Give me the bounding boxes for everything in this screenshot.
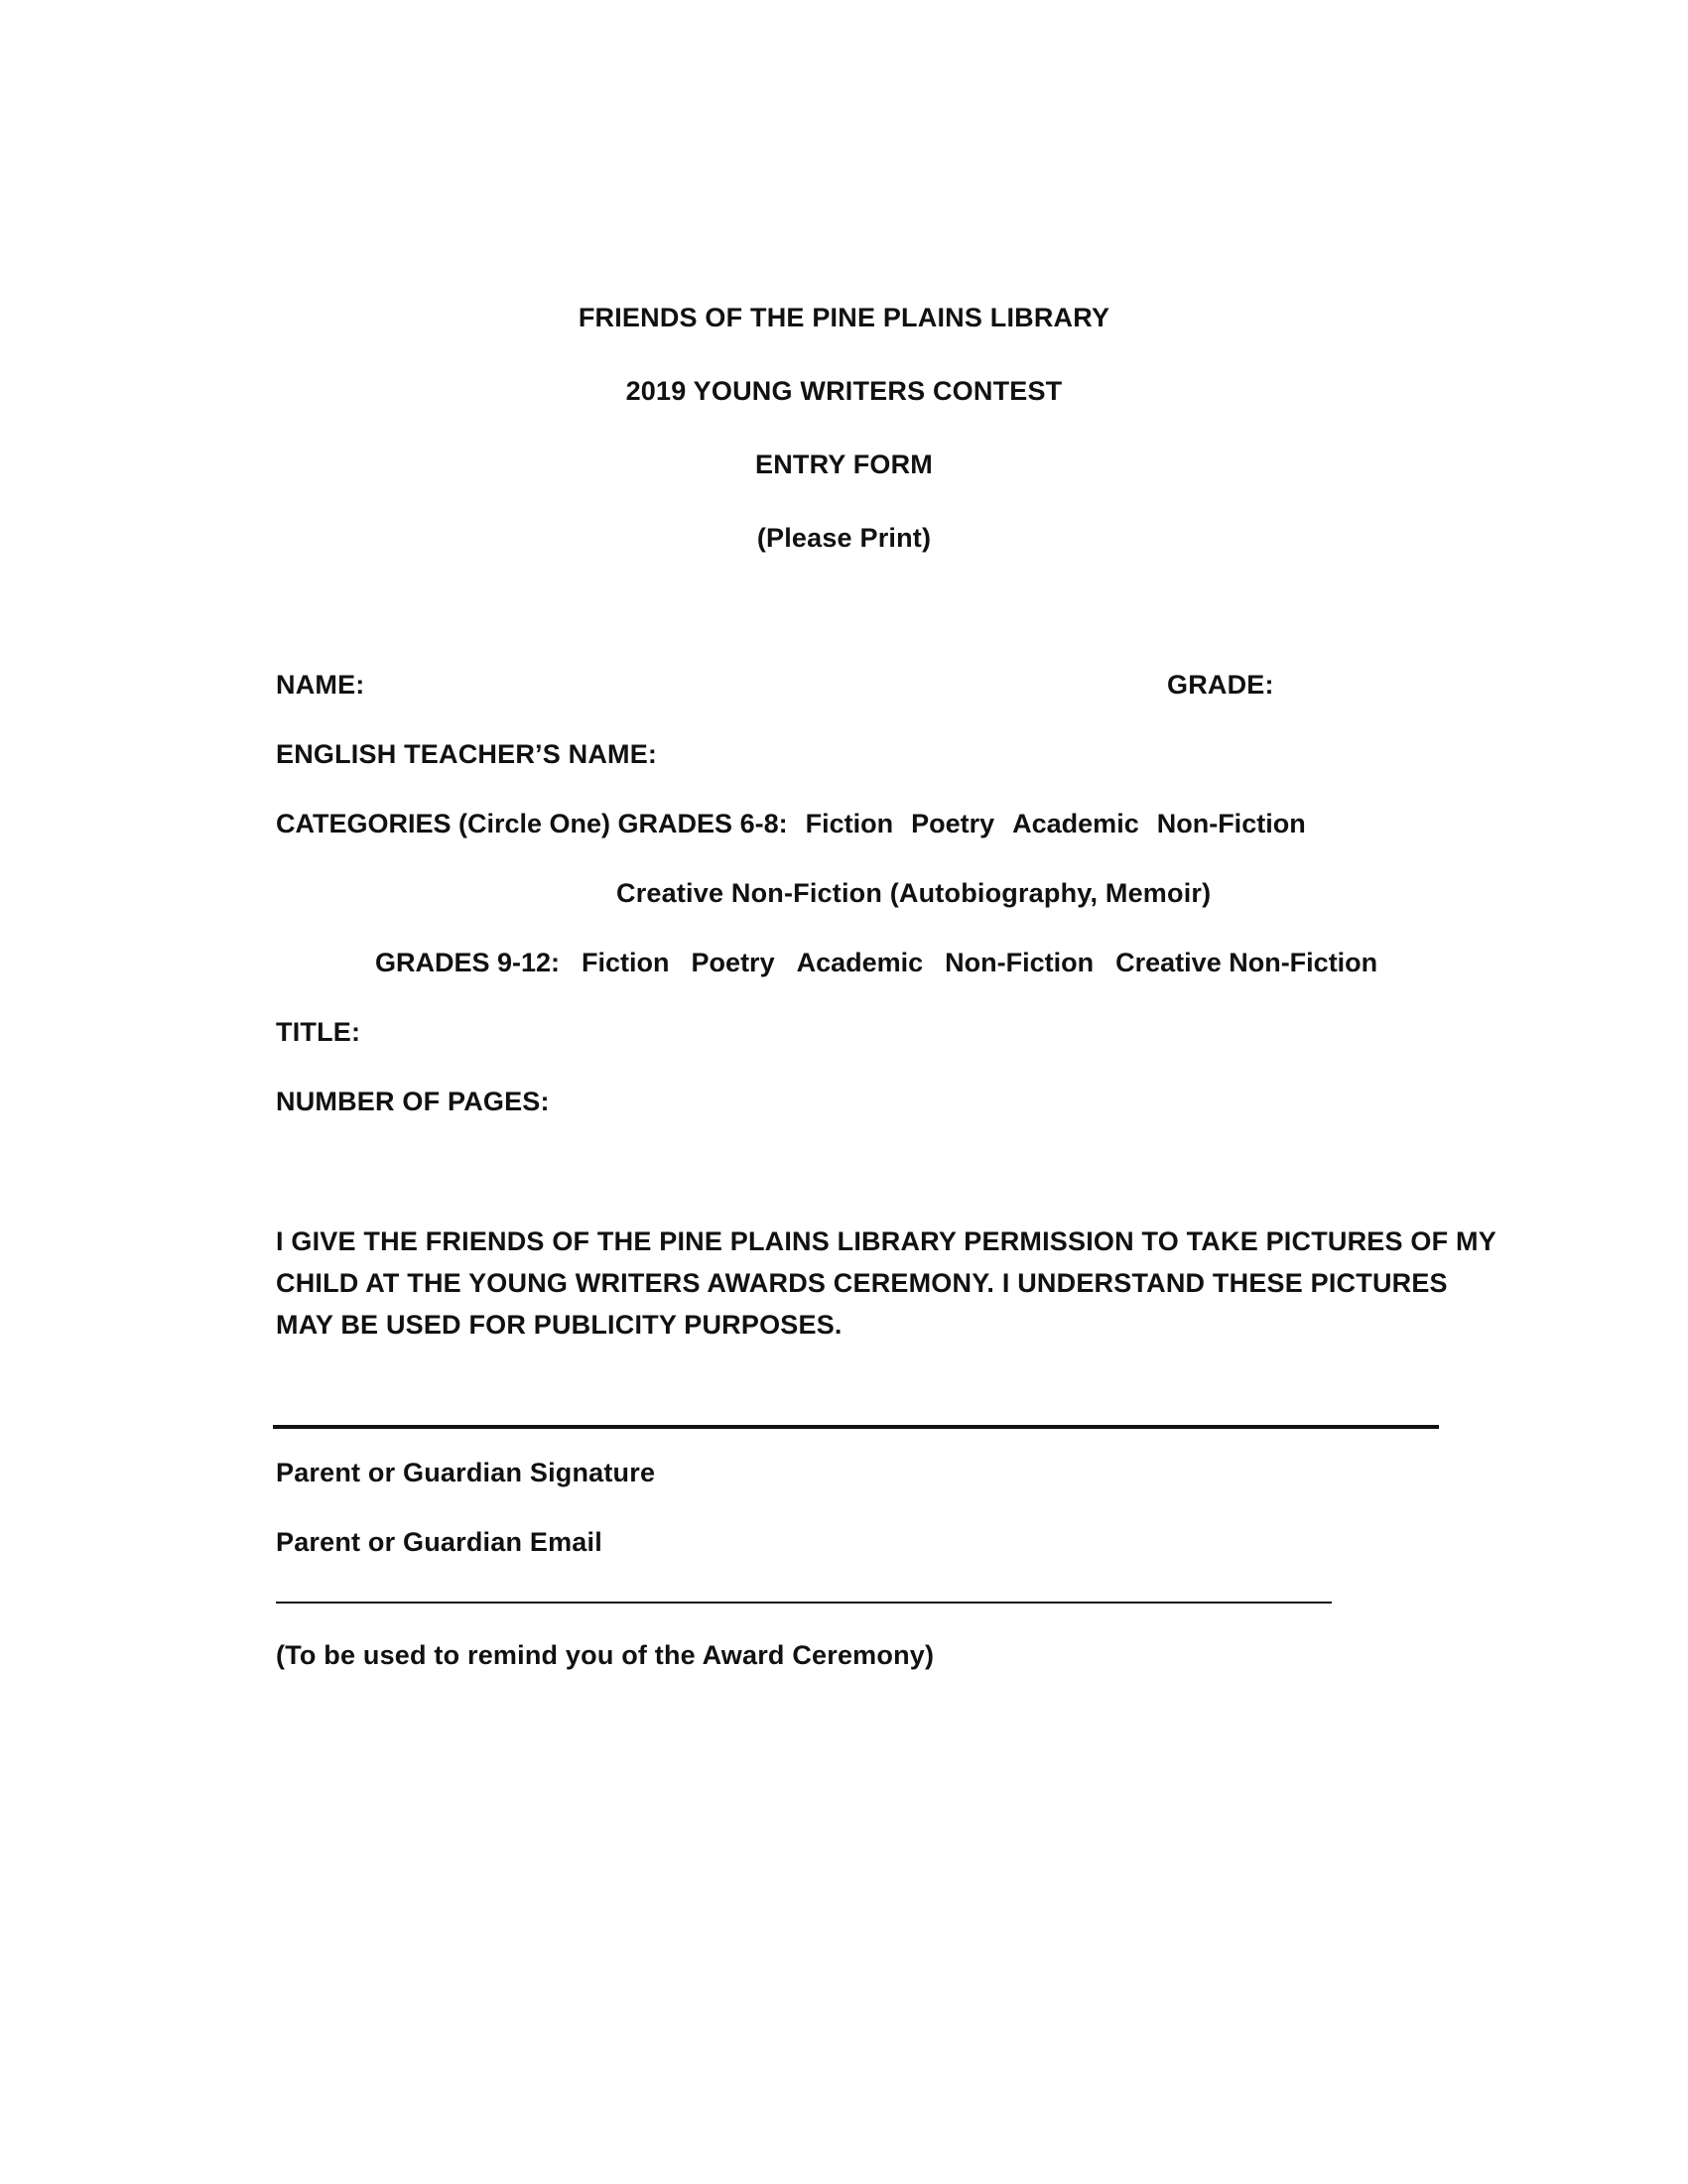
categories-row-9-12 xyxy=(375,946,1377,979)
name-label: NAME: xyxy=(276,670,365,700)
teacher-name-label: ENGLISH TEACHER’S NAME: xyxy=(276,739,658,769)
email-line xyxy=(276,1602,1332,1604)
category-option-academic-6-8: Academic xyxy=(1012,809,1139,838)
signature-line xyxy=(273,1425,1439,1429)
permission-line-1: I GIVE THE FRIENDS OF THE PINE PLAINS LIBRARY PERMISSION TO TAKE PICTURES OF MY xyxy=(276,1226,1496,1256)
category-option-fiction-6-8: Fiction xyxy=(805,809,894,838)
permission-line-3: MAY BE USED FOR PUBLICITY PURPOSES. xyxy=(276,1310,843,1340)
contest-heading: 2019 YOUNG WRITERS CONTEST xyxy=(625,376,1063,406)
category-option-creative-nonfiction-9-12: Creative Non-Fiction xyxy=(1115,948,1378,977)
category-option-fiction-9-12: Fiction xyxy=(582,948,670,977)
form-title: ENTRY FORM xyxy=(754,450,933,479)
category-option-nonfiction-9-12: Non-Fiction xyxy=(945,948,1095,977)
categories-row-6-8 xyxy=(276,807,1306,840)
number-of-pages-label: NUMBER OF PAGES: xyxy=(276,1087,550,1116)
category-option-poetry-9-12: Poetry xyxy=(691,948,775,977)
print-instruction: (Please Print) xyxy=(756,523,932,553)
signature-label: Parent or Guardian Signature xyxy=(276,1458,656,1487)
categories-label: CATEGORIES (Circle One) GRADES 6-8: xyxy=(276,809,788,838)
permission-line-2: CHILD AT THE YOUNG WRITERS AWARDS CEREMONY. I UNDERSTAND THESE PICTURES xyxy=(276,1268,1448,1298)
email-label: Parent or Guardian Email xyxy=(276,1527,602,1557)
category-option-nonfiction-6-8: Non-Fiction xyxy=(1156,809,1306,838)
category-option-creative-nonfiction-6-8: Creative Non-Fiction (Autobiography, Memoir) xyxy=(616,878,1212,908)
email-note: (To be used to remind you of the Award Ceremony) xyxy=(276,1640,935,1670)
org-heading: FRIENDS OF THE PINE PLAINS LIBRARY xyxy=(578,303,1110,332)
grades-9-12-label: GRADES 9-12: xyxy=(375,948,561,977)
grade-label: GRADE: xyxy=(1167,670,1274,700)
category-option-academic-9-12: Academic xyxy=(796,948,924,977)
title-label: TITLE: xyxy=(276,1017,361,1047)
category-option-poetry-6-8: Poetry xyxy=(911,809,995,838)
